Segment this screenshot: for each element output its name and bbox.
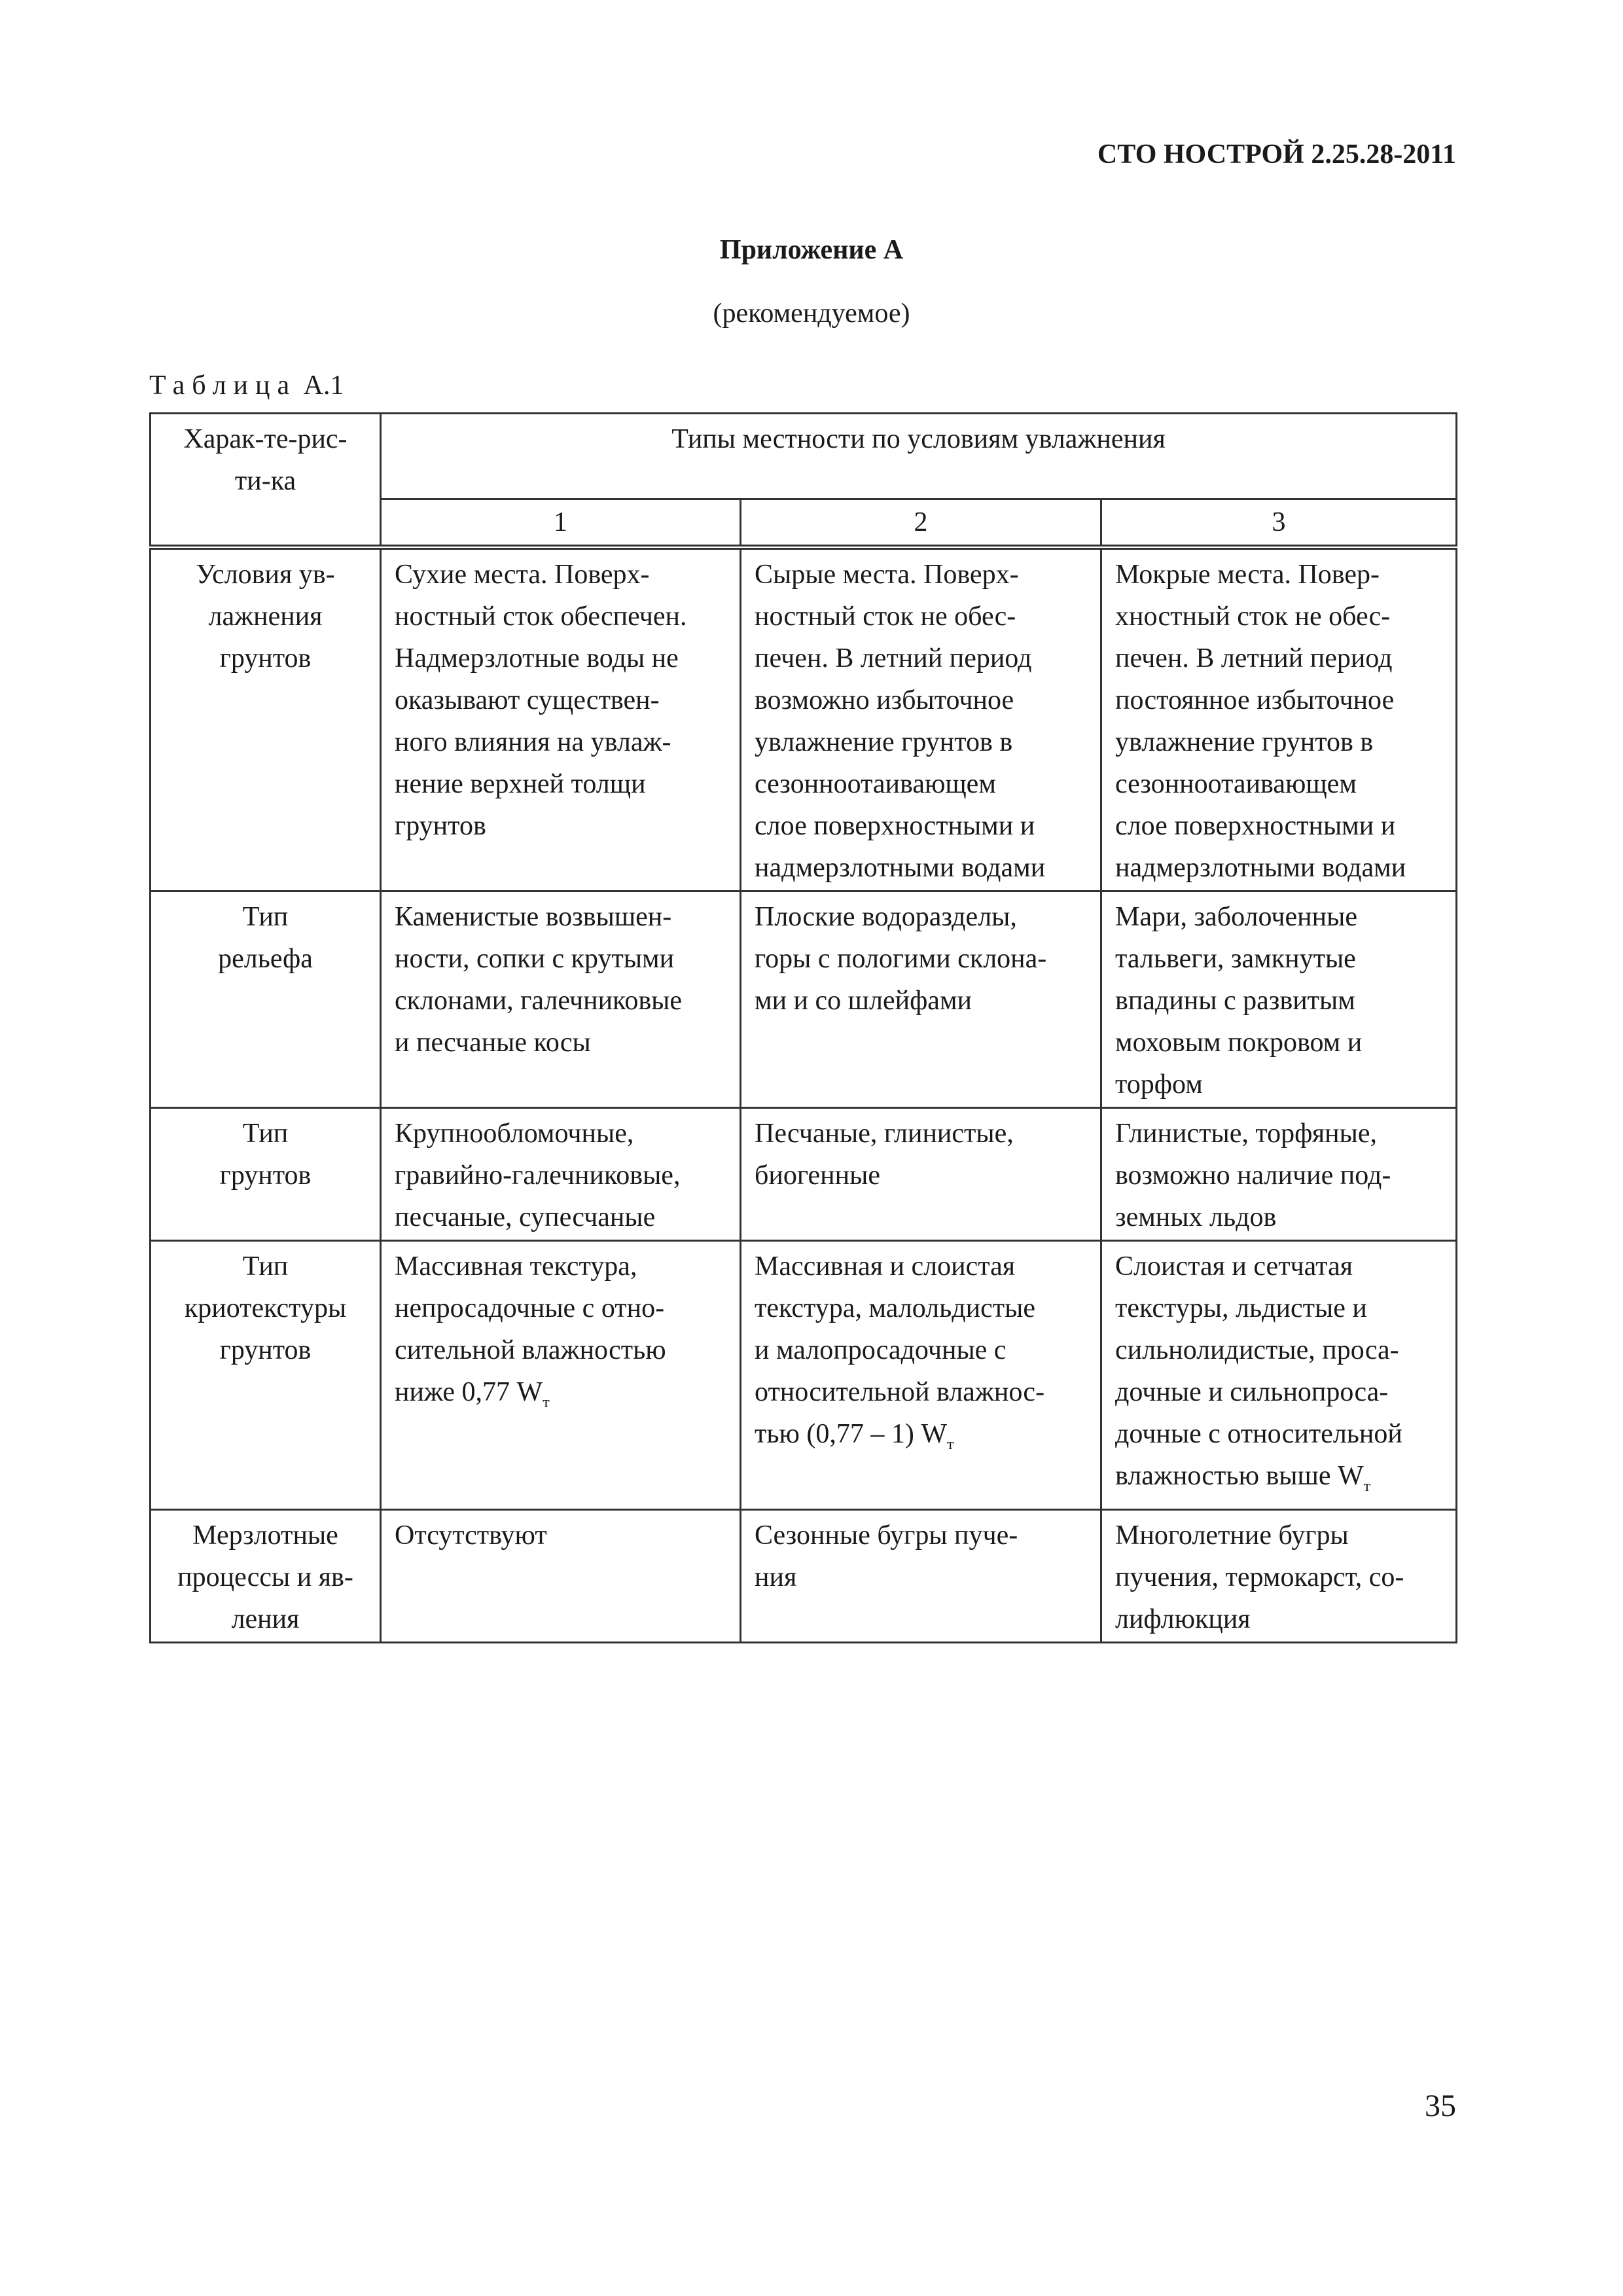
column-number: 1 bbox=[381, 499, 741, 548]
table-cell bbox=[1101, 1241, 1457, 1510]
table-cell bbox=[381, 1108, 741, 1241]
cell-line: Плоские водоразделы, bbox=[755, 902, 1017, 932]
cell-line: непросадочные с отно- bbox=[395, 1293, 665, 1323]
cell-line: сезонноотаивающем bbox=[1115, 769, 1357, 799]
table-cell bbox=[741, 891, 1101, 1108]
cell-text: влажностью выше W bbox=[1115, 1461, 1364, 1491]
cell-line: надмерзлотными водами bbox=[755, 853, 1046, 883]
cell-line: текстура, малольдистые bbox=[755, 1293, 1035, 1323]
table-cell bbox=[1101, 1108, 1457, 1241]
cell-line: сительной влажностью bbox=[395, 1335, 666, 1365]
row-label bbox=[151, 891, 381, 1108]
row-label-line: криотекстуры bbox=[184, 1293, 347, 1323]
cell-line: ного влияния на увлаж- bbox=[395, 727, 671, 757]
cell-line: Сезонные бугры пуче- bbox=[755, 1520, 1018, 1551]
appendix-note: (рекомендуемое) bbox=[713, 298, 910, 329]
cell-line: сезонноотаивающем bbox=[755, 769, 996, 799]
table-cell bbox=[381, 1510, 741, 1643]
appendix-title: Приложение А bbox=[719, 235, 904, 265]
table-label-number: А.1 bbox=[303, 370, 344, 401]
header-characteristic-line: ти-ка bbox=[234, 466, 296, 496]
row-label-line: грунтов bbox=[219, 1335, 312, 1365]
row-label bbox=[151, 547, 381, 891]
header-characteristic bbox=[151, 414, 381, 548]
cell-line: пучения, термокарст, со- bbox=[1115, 1562, 1404, 1592]
terrain-types-table bbox=[149, 412, 1457, 1643]
cell-line: Сырые места. Поверх- bbox=[755, 560, 1019, 590]
row-label bbox=[151, 1510, 381, 1643]
cell-line: ми и со шлейфами bbox=[755, 986, 972, 1016]
cell-line: лифлюкция bbox=[1115, 1604, 1251, 1634]
cell-line: печен. В летний период bbox=[755, 643, 1032, 673]
row-label-line: Тип bbox=[242, 1251, 289, 1282]
row-label-line: Тип bbox=[242, 1119, 289, 1149]
cell-line: склонами, галечниковые bbox=[395, 986, 683, 1016]
table-row bbox=[151, 1108, 1457, 1241]
row-label bbox=[151, 1241, 381, 1510]
cell-line: Песчаные, глинистые, bbox=[755, 1119, 1014, 1149]
header-terrain-types bbox=[381, 414, 1457, 499]
cell-line: хностный сток не обес- bbox=[1115, 601, 1391, 632]
cell-line: оказывают существен- bbox=[395, 685, 660, 715]
cell-line: ностный сток обеспечен. bbox=[395, 601, 687, 632]
row-label-line: Условия ув- bbox=[196, 560, 335, 590]
cell-line: постоянное избыточное bbox=[1115, 685, 1395, 715]
table-cell bbox=[381, 1241, 741, 1510]
header-terrain-types-text: Типы местности по условиям увлажнения bbox=[671, 424, 1166, 454]
cell-line: возможно избыточное bbox=[755, 685, 1014, 715]
cell-line: Каменистые возвышен- bbox=[395, 902, 672, 932]
table-row bbox=[151, 891, 1457, 1108]
cell-line: торфом bbox=[1115, 1069, 1203, 1100]
cell-line: слое поверхностными и bbox=[1115, 811, 1396, 841]
cell-line: Надмерзлотные воды не bbox=[395, 643, 679, 673]
cell-line: впадины с развитым bbox=[1115, 986, 1355, 1016]
cell-line: и малопросадочные с bbox=[755, 1335, 1007, 1365]
table-cell bbox=[741, 1510, 1101, 1643]
cell-line: горы с пологими склона- bbox=[755, 944, 1047, 974]
table-cell bbox=[1101, 1510, 1457, 1643]
cell-line: ния bbox=[755, 1562, 797, 1592]
header-characteristic-line: Харак-те-рис- bbox=[183, 424, 348, 454]
cell-line: относительной влажнос- bbox=[755, 1377, 1045, 1407]
table-cell bbox=[741, 547, 1101, 891]
cell-line: Многолетние бугры bbox=[1115, 1520, 1349, 1551]
page-number: 35 bbox=[1425, 2089, 1456, 2123]
cell-line: ностный сток не обес- bbox=[755, 601, 1016, 632]
cell-line: дочные и сильнопроса- bbox=[1115, 1377, 1389, 1407]
subscript: т bbox=[543, 1394, 550, 1411]
cell-line: сильнолидистые, проса- bbox=[1115, 1335, 1399, 1365]
row-label-line: Мерзлотные bbox=[192, 1520, 338, 1551]
cell-line: грунтов bbox=[395, 811, 486, 841]
cell-line: тальвеги, замкнутые bbox=[1115, 944, 1356, 974]
column-number: 3 bbox=[1101, 499, 1457, 548]
cell-line: увлажнение грунтов в bbox=[755, 727, 1013, 757]
row-label-line: Тип bbox=[242, 902, 289, 932]
cell-line: и песчаные косы bbox=[395, 1028, 591, 1058]
table-cell bbox=[381, 891, 741, 1108]
cell-line: нение верхней толщи bbox=[395, 769, 646, 799]
cell-line: Массивная и слоистая bbox=[755, 1251, 1016, 1282]
table-label bbox=[149, 370, 344, 401]
cell-line bbox=[755, 1413, 1087, 1465]
row-label-line: лажнения bbox=[208, 601, 323, 632]
cell-line: Слоистая и сетчатая bbox=[1115, 1251, 1353, 1282]
cell-line: биогенные bbox=[755, 1160, 880, 1191]
cell-line: Мокрые места. Повер- bbox=[1115, 560, 1380, 590]
row-label-line: процессы и яв- bbox=[177, 1562, 353, 1592]
cell-line: печен. В летний период bbox=[1115, 643, 1393, 673]
cell-line: Мари, заболоченные bbox=[1115, 902, 1357, 932]
table-row bbox=[151, 1241, 1457, 1510]
subscript: т bbox=[947, 1436, 954, 1453]
cell-text: тью (0,77 – 1) W bbox=[755, 1419, 947, 1449]
cell-line: надмерзлотными водами bbox=[1115, 853, 1406, 883]
row-label-line: грунтов bbox=[219, 643, 312, 673]
cell-line: Отсутствуют bbox=[395, 1520, 547, 1551]
cell-line: возможно наличие под- bbox=[1115, 1160, 1391, 1191]
cell-line: песчаные, супесчаные bbox=[395, 1202, 656, 1232]
cell-line: земных льдов bbox=[1115, 1202, 1277, 1232]
cell-line bbox=[395, 1371, 726, 1424]
cell-line: Массивная текстура, bbox=[395, 1251, 637, 1282]
cell-line: слое поверхностными и bbox=[755, 811, 1035, 841]
table-row bbox=[151, 547, 1457, 891]
cell-line: Крупнообломочные, bbox=[395, 1119, 634, 1149]
cell-line: гравийно-галечниковые, bbox=[395, 1160, 681, 1191]
cell-line: увлажнение грунтов в bbox=[1115, 727, 1374, 757]
table-cell bbox=[741, 1108, 1101, 1241]
table-header-row bbox=[151, 414, 1457, 499]
row-label-line: ления bbox=[231, 1604, 300, 1634]
row-label-line: рельефа bbox=[218, 944, 313, 974]
column-number: 2 bbox=[741, 499, 1101, 548]
subscript: т bbox=[1363, 1478, 1371, 1495]
cell-line: дочные с относительной bbox=[1115, 1419, 1402, 1449]
table-cell bbox=[1101, 891, 1457, 1108]
row-label bbox=[151, 1108, 381, 1241]
cell-line bbox=[1115, 1455, 1442, 1507]
cell-text: ниже 0,77 W bbox=[395, 1377, 543, 1407]
cell-line: Сухие места. Поверх- bbox=[395, 560, 650, 590]
table-label-word: Таблица bbox=[149, 370, 297, 401]
table-row bbox=[151, 1510, 1457, 1643]
table-cell bbox=[381, 547, 741, 891]
cell-line: моховым покровом и bbox=[1115, 1028, 1363, 1058]
cell-line: ности, сопки с крутыми bbox=[395, 944, 675, 974]
document-code-header: СТО НОСТРОЙ 2.25.28-2011 bbox=[1097, 139, 1456, 170]
cell-line: Глинистые, торфяные, bbox=[1115, 1119, 1377, 1149]
row-label-line: грунтов bbox=[219, 1160, 312, 1191]
table-cell bbox=[741, 1241, 1101, 1510]
table-cell bbox=[1101, 547, 1457, 891]
cell-line: текстуры, льдистые и bbox=[1115, 1293, 1367, 1323]
